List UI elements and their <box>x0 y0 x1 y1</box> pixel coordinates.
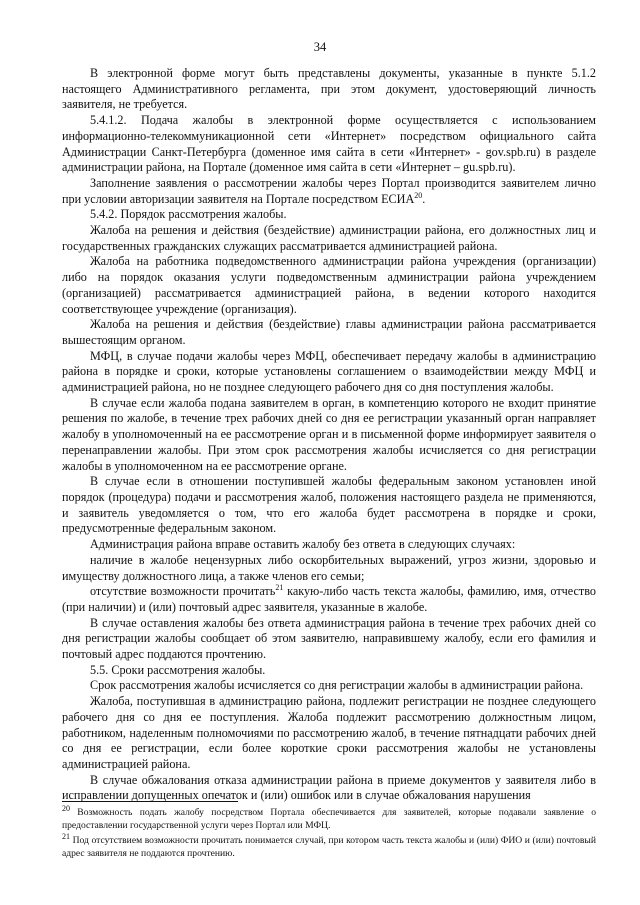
footnote: $^{21}$ Под отсутствием возможности прочитать понимается случай, при котором часть текста жалобы и (или) ФИО и (или) почтовый адрес заявителя не поддаются прочтению. <box>62 831 596 859</box>
footnote-ref-20: 20 <box>414 190 423 200</box>
footnotes <box>62 803 596 862</box>
list-item: отсутствие возможности прочитать$^{21}$ какую-либо часть текста жалобы, фамилию, имя, отчество (при наличии) и (или) почтовый адрес заявителя, указанные в жалобе. <box>62 583 596 614</box>
footnote-mark: 20 <box>62 803 70 813</box>
footnote-ref-21: 21 <box>275 583 284 593</box>
page-number: 34 <box>313 40 327 54</box>
paragraph: Жалоба, поступившая в администрацию района, подлежит регистрации не позднее следующего рабочего дня со дня ее поступления. Жалоба подлежит рассмотрению должностным лицом, работником, наделенным полномочиями по рассмотрению жалоб, в течение пятнадцати рабочих дней со дня ее регистрации, если более короткие сроки рассмотрения жалобы не установлены администрацией района. <box>62 694 596 771</box>
footnote-mark: 21 <box>62 831 70 841</box>
paragraph: Жалоба на решения и действия (бездействие) главы администрации района рассматривается вышестоящим органом. <box>62 317 596 347</box>
paragraph: В случае обжалования отказа администрации района в приеме документов у заявителя либо в исправлении допущенных опечаток и (или) ошибок или в случае обжалования нарушения <box>62 772 596 803</box>
paragraph: В случае если в отношении поступившей жалобы федеральным законом установлен иной порядок (процедура) подачи и рассмотрения жалоб, положения настоящего раздела не применяются, и заявитель уведомляется о том, что его жалоба будет рассмотрена в порядке и сроки, предусмотренные федеральным законом. <box>62 474 596 536</box>
paragraph: Жалоба на работника подведомственного администрации района учреждения (организации) либо на порядок оказания услуги подведомственным администрации района учреждением (организацией) рассматривается администрацией района, в ведении которого находится соответствующее учреждение (организация). <box>62 254 596 316</box>
paragraph: Жалоба на решения и действия (бездействие) администрации района, его должностных лиц и государственных гражданских служащих рассматривается администрацией района. <box>62 223 596 253</box>
paragraph: Заполнение заявления о рассмотрении жалобы через Портал производится заявителем лично при условии авторизации заявителя на Портале посредством ЕСИА$^{20}$. <box>62 175 596 206</box>
paragraph: В случае оставления жалобы без ответа администрация района в течение трех рабочих дней со дня регистрации жалобы сообщает об этом заявителю, направившему жалобу, если его фамилия и почтовый адрес поддаются прочтению. <box>62 615 596 662</box>
paragraph: МФЦ, в случае подачи жалобы через МФЦ, обеспечивает передачу жалобы в администрацию района в порядке и сроки, которые установлены соглашением о взаимодействии между МФЦ и администрацией района, но не позднее следующего рабочего дня со дня поступления жалобы. <box>62 348 596 395</box>
footnote-divider <box>62 801 238 802</box>
paragraph: В электронной форме могут быть представлены документы, указанные в пункте 5.1.2 настоящего Административного регламента, при этом документ, удостоверяющий личность заявителя, не требуется. <box>62 66 596 112</box>
section-heading: 5.5. Сроки рассмотрения жалобы. <box>90 662 266 677</box>
paragraph: В случае если жалоба подана заявителем в орган, в компетенцию которого не входит принятие решения по жалобе, в течение трех рабочих дней со дня ее регистрации указанный орган направляет жалобу в уполномоченный на ее рассмотрение орган и в письменной форме информирует заявителя о перенаправлении жалобы. При этом срок рассмотрения жалобы исчисляется со дня регистрации жалобы в уполномоченном на ее рассмотрение органе. <box>62 395 596 473</box>
paragraph: 5.4.1.2. Подача жалобы в электронной форме осуществляется с использованием информационно-телекоммуникационной сети «Интернет» посредством официального сайта Администрации Санкт-Петербурга (доменное имя сайта в сети «Интернет» - gov.spb.ru) в разделе администрации района, на Портале (доменное имя сайта в сети «Интернет – gu.spb.ru). <box>62 113 596 175</box>
paragraph: Срок рассмотрения жалобы исчисляется со дня регистрации жалобы в администрации района. <box>90 678 584 693</box>
footnote: $^{20}$ Возможность подать жалобу посредством Портала обеспечивается для заявителей, которые подавали заявление о предоставлении государственной услуги через Портал или МФЦ. <box>62 803 596 831</box>
list-item: наличие в жалобе нецензурных либо оскорбительных выражений, угроз жизни, здоровью и имуществу должностного лица, а также членов его семьи; <box>62 552 596 583</box>
body-text <box>62 66 596 804</box>
section-heading: 5.4.2. Порядок рассмотрения жалобы. <box>90 207 287 222</box>
paragraph: Администрация района вправе оставить жалобу без ответа в следующих случаях: <box>90 537 516 552</box>
